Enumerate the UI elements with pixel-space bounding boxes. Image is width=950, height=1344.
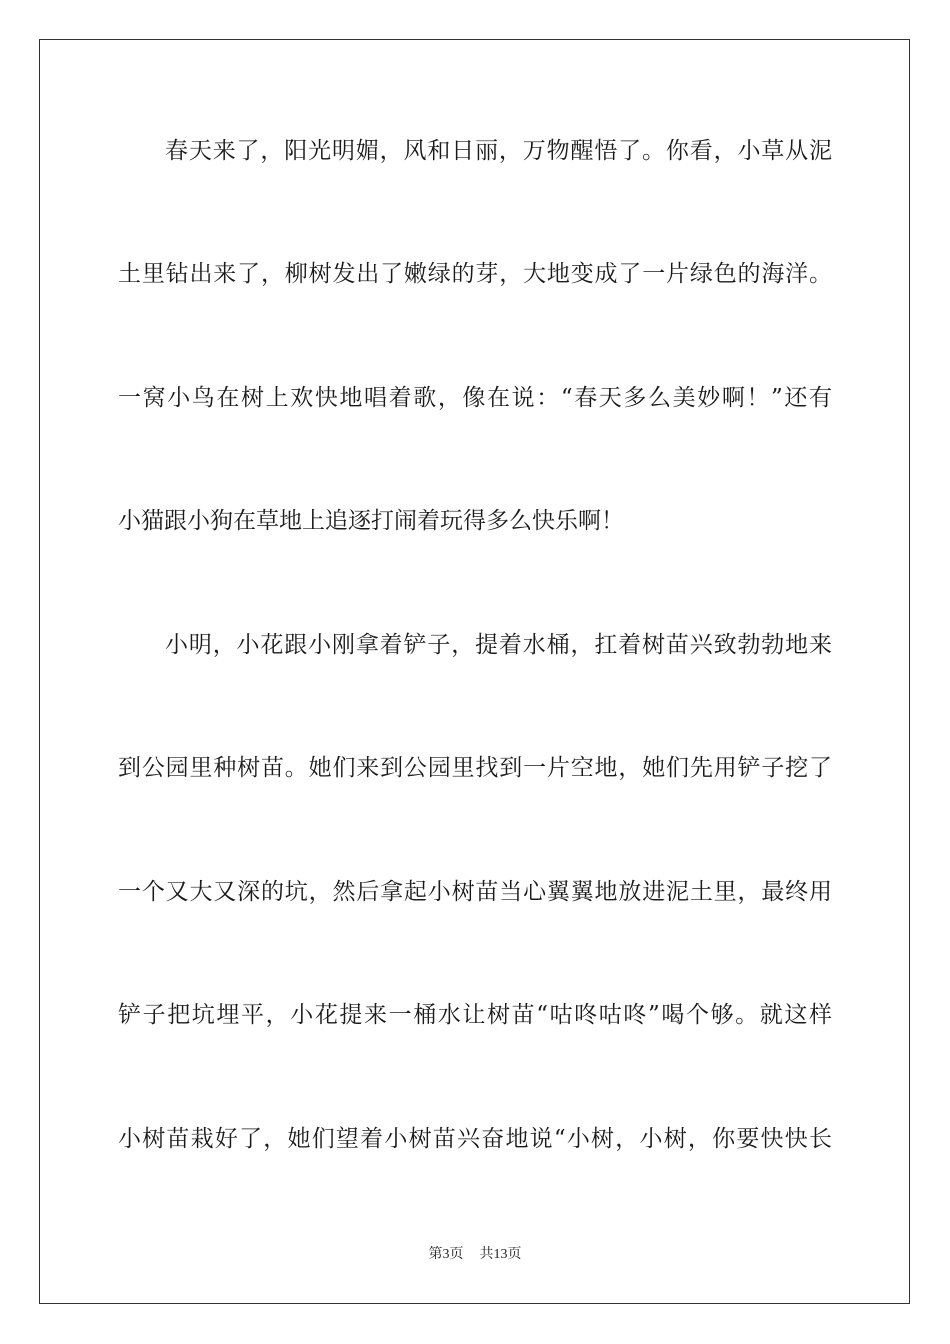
paragraph-2-line-4: 铲子把坑埋平，小花提来一桶水让树苗“咕咚咕咚”喝个够。就这样 — [118, 1002, 832, 1028]
paragraph-1-line-1: 春天来了，阳光明媚，风和日丽，万物醒悟了。你看，小草从泥 — [165, 138, 832, 164]
paragraph-1-line-4: 小猫跟小狗在草地上追逐打闹着玩得多么快乐啊！ — [118, 508, 624, 534]
paragraph-2-line-3: 一个又大又深的坑，然后拿起小树苗当心翼翼地放进泥土里，最终用 — [118, 879, 832, 905]
paragraph-1-line-3: 一窝小鸟在树上欢快地唱着歌，像在说：“春天多么美妙啊！”还有 — [118, 385, 832, 411]
page-border — [39, 39, 910, 1304]
page-total: 共13页 — [479, 1247, 522, 1262]
paragraph-1-line-2: 土里钻出来了，柳树发出了嫩绿的芽，大地变成了一片绿色的海洋。 — [118, 261, 832, 287]
page-footer — [0, 1246, 950, 1264]
paragraph-2-line-1: 小明，小花跟小刚拿着铲子，提着水桶，扛着树苗兴致勃勃地来 — [165, 632, 832, 658]
paragraph-2-line-5: 小树苗栽好了，她们望着小树苗兴奋地说“小树，小树，你要快快长 — [118, 1126, 832, 1152]
paragraph-2-line-2: 到公园里种树苗。她们来到公园里找到一片空地，她们先用铲子挖了 — [118, 755, 832, 781]
page-number: 第3页 — [428, 1247, 464, 1262]
